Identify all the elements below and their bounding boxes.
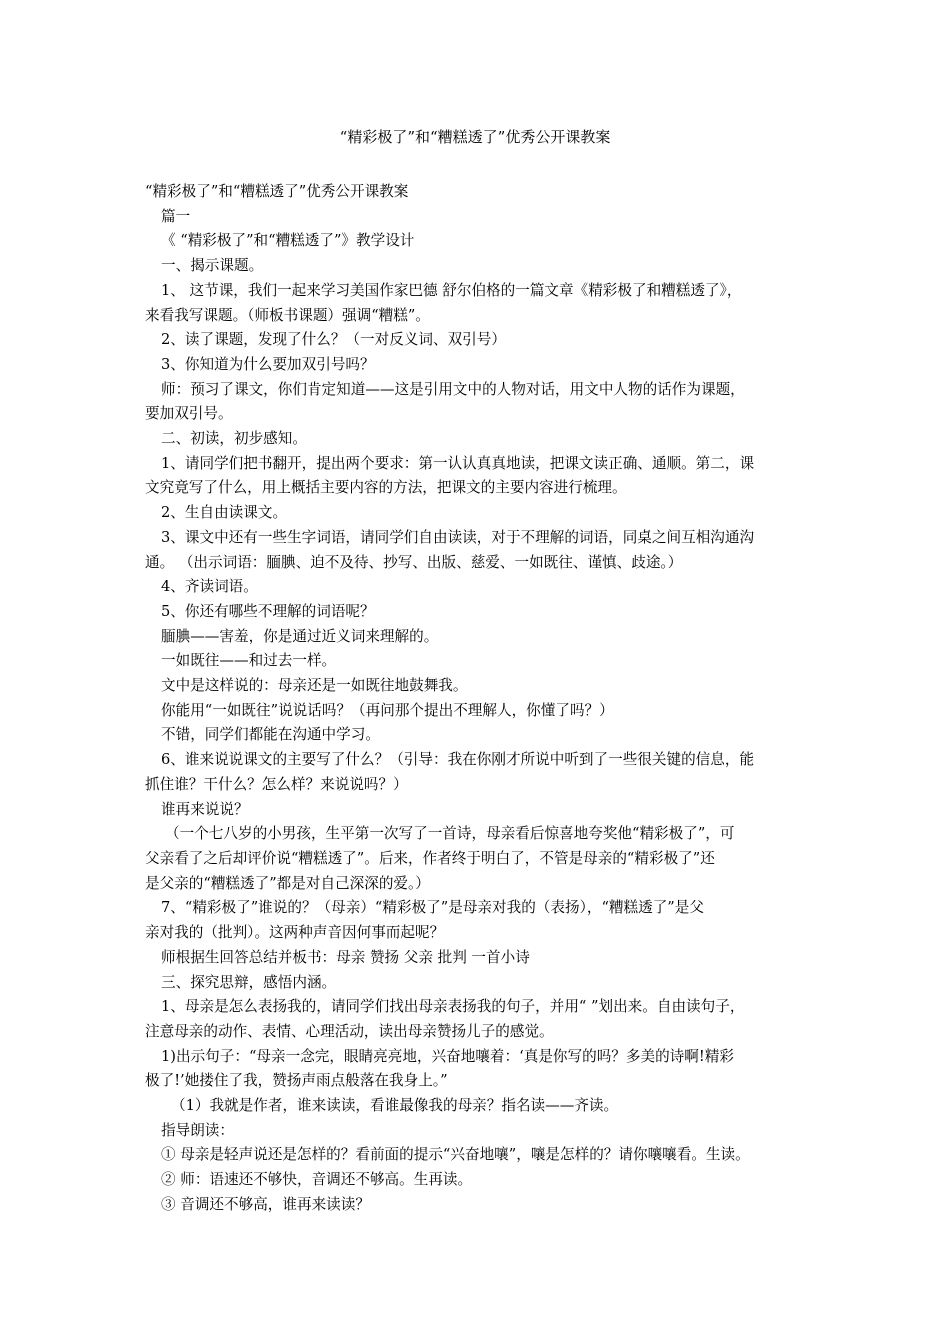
paragraph-line: 二、初读，初步感知。 <box>161 430 307 448</box>
paragraph-line: 注意母亲的动作、表情、心理活动，读出母亲赞扬儿子的感觉。 <box>145 1022 554 1040</box>
paragraph-line: 1、请同学们把书翻开，提出两个要求：第一认认真真地读，把课文读正确、通顺。第二，课 <box>161 454 755 472</box>
paragraph-line: 1、母亲是怎么表扬我的，请同学们找出母亲表扬我的句子，并用“ ”划出来。自由读句子， <box>161 998 745 1016</box>
paragraph-line: 通。 （出示词语：腼腆、迫不及待、抄写、出版、慈爱、一如既往、谨慎、歧途。） <box>145 553 683 571</box>
paragraph-line: 腼腆——害羞，你是通过近义词来理解的。 <box>161 627 439 645</box>
paragraph-line: 三、探究思辩，感悟内涵。 <box>161 973 337 991</box>
paragraph-line: 亲对我的（批判）。这两种声音因何事而起呢？ <box>145 924 445 942</box>
paragraph-line: 文究竟写了什么，用上概括主要内容的方法，把课文的主要内容进行梳理。 <box>145 479 627 497</box>
paragraph-line: ③ 音调还不够高，谁再来读读？ <box>161 1195 370 1213</box>
paragraph-line: 3、你知道为什么要加双引号吗？ <box>161 355 375 373</box>
document-body <box>145 180 810 1218</box>
paragraph-line: 《 “精彩极了”和“糟糕透了”》教学设计 <box>161 232 415 250</box>
paragraph-line: 来看我写课题。（师板书课题）强调“糟糕”。 <box>145 306 430 324</box>
paragraph-line: 7、“精彩极了”谁说的？（母亲）“精彩极了”是母亲对我的（表扬），“糟糕透了”是父 <box>161 899 704 917</box>
paragraph-line: 6、谁来说说课文的主要写了什么？（引导：我在你刚才所说中听到了一些很关键的信息，能 <box>161 751 755 769</box>
paragraph-line: 2、读了课题，发现了什么？（一对反义词、双引号） <box>161 331 506 349</box>
paragraph-line: 2、生自由读课文。 <box>161 504 288 522</box>
paragraph-line: 3、课文中还有一些生字词语，请同学们自由读读，对于不理解的词语，同桌之间互相沟通沟 <box>161 528 755 546</box>
paragraph-line: 1、 这节课，我们一起来学习美国作家巴德 舒尔伯格的一篇文章《精彩极了和糟糕透了》， <box>161 281 742 299</box>
paragraph-line: “精彩极了”和“糟糕透了”优秀公开课教案 <box>145 183 409 200</box>
paragraph-line: 师：预习了课文，你们肯定知道——这是引用文中的人物对话，用文中人物的话作为课题， <box>161 380 745 398</box>
paragraph-line: （1）我就是作者，谁来读读，看谁最像我的母亲？指名读——齐读。 <box>171 1097 619 1115</box>
paragraph-line: 4、齐读词语。 <box>161 578 258 596</box>
paragraph-line: 谁再来说说？ <box>161 800 249 818</box>
paragraph-line: ② 师：语速还不够快，音调还不够高。生再读。 <box>161 1171 473 1189</box>
paragraph-line: ① 母亲是轻声说还是怎样的？看前面的提示“兴奋地嚷”，嚷是怎样的？请你嚷嚷看。生读。 <box>161 1146 750 1164</box>
paragraph-line: 是父亲的“糟糕透了”都是对自己深深的爱。） <box>145 874 430 892</box>
paragraph-line: 一、揭示课题。 <box>161 257 264 275</box>
paragraph-line: 篇一 <box>161 207 191 225</box>
paragraph-line: 指导朗读： <box>161 1121 234 1139</box>
paragraph-line: 极了!’她搂住了我，赞扬声雨点般落在我身上。” <box>145 1072 448 1090</box>
paragraph-line: 不错，同学们都能在沟通中学习。 <box>161 726 380 744</box>
paragraph-line: 你能用“一如既往”说说话吗？（再问那个提出不理解人，你懂了吗？） <box>161 701 614 719</box>
paragraph-line: 5、你还有哪些不理解的词语呢？ <box>161 602 375 620</box>
paragraph-line: 一如既往——和过去一样。 <box>161 652 337 670</box>
paragraph-line: 师根据生回答总结并板书：母亲 赞扬 父亲 批判 一首小诗 <box>161 948 530 966</box>
paragraph-line: （一个七八岁的小男孩，生平第一次写了一首诗，母亲看后惊喜地夸奖他“精彩极了”，可 <box>165 825 735 843</box>
paragraph-line: 父亲看了之后却评价说“糟糕透了”。后来，作者终于明白了，不管是母亲的“精彩极了”还 <box>145 849 715 867</box>
page-title: “精彩极了”和“糟糕透了”优秀公开课教案 <box>339 128 611 146</box>
paragraph-line: 抓住谁？干什么？怎么样？来说说吗？） <box>145 775 408 793</box>
paragraph-line: 1)出示句子：“母亲一念完，眼睛亮亮地，兴奋地嚷着：‘真是你写的吗？多美的诗啊!精彩 <box>161 1047 734 1065</box>
paragraph-line: 文中是这样说的：母亲还是一如既往地鼓舞我。 <box>161 677 468 695</box>
paragraph-line: 要加双引号。 <box>145 405 233 423</box>
